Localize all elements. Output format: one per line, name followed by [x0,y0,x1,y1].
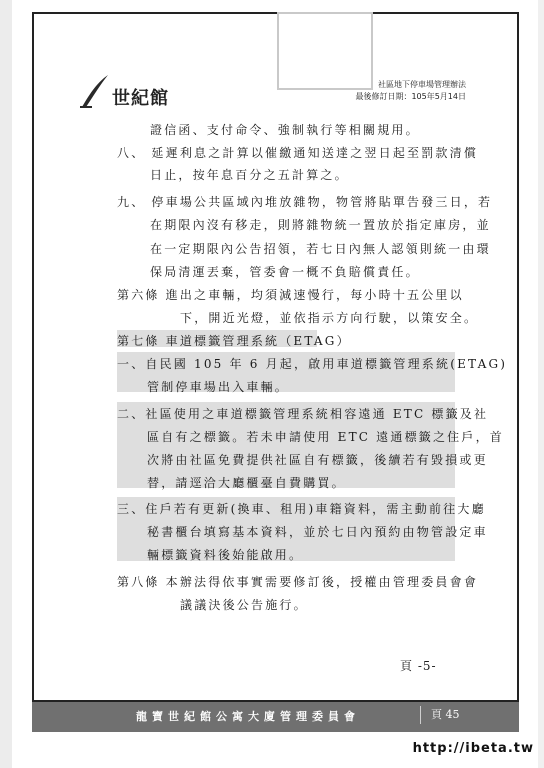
text-line: 八、 延遲利息之計算以催繳通知送達之翌日起至罰款清償 [117,146,479,160]
text-line: 在期限內沒有移走，則將雜物統一置放於指定庫房，並 [150,218,491,232]
footer-title: 龍寶世紀館公寓大廈管理委員會 [136,710,360,723]
website-watermark: http://ibeta.tw [412,741,534,756]
article7-title: 第七條 車道標籤管理系統（ETAG） [117,334,351,348]
text-line: 九、 停車場公共區域內堆放雜物，物管將貼單告發三日，若 [117,195,493,209]
logo [78,73,198,111]
logo-brand-name: 世紀館 [112,88,169,109]
scan-left-edge [0,0,12,768]
text-line: 保局清運丟棄，管委會一概不負賠償責任。 [150,265,420,279]
document-header [355,79,466,103]
text-line: 替，請逕洽大廳櫃臺自費購買。 [147,476,346,490]
text-line: 第八條 本辦法得依事實需要修訂後，授權由管理委員會會 [117,575,479,589]
text-line: 次將由社區免費提供社區自有標籤，後續若有毀損或更 [147,453,488,467]
text-line: 秘書櫃台填寫基本資料，並於七日內預約由物管設定車 [147,525,488,539]
text-line: 二、社區使用之車道標籤管理系統相容遠通 ETC 標籤及社 [117,407,489,421]
page-number: 頁 -5- [400,659,437,673]
text-line: 議議決後公告施行。 [180,598,308,612]
footer-page-number: 頁 45 [420,706,516,724]
scan-right-edge [538,0,544,768]
text-line: 證信函、支付命令、強制執行等相關規用。 [150,123,420,137]
revision-date: 最後修訂日期：105年5月14日 [355,92,466,101]
document-title: 社區地下停車場管理辦法 [378,80,466,89]
text-line: 第六條 進出之車輛，均須減速慢行，每小時十五公里以 [117,288,464,302]
text-line: 管制停車場出入車輛。 [147,380,290,394]
text-line: 三、住戶若有更新(換車、租用)車籍資料，需主動前往大廳 [117,502,486,516]
text-line: 輛標籤資料後始能啟用。 [147,548,304,562]
text-line: 在一定期限內公告招領，若七日內無人認領則統一由環 [150,242,491,256]
text-line: 區自有之標籤。若未申請使用 ETC 遠通標籤之住戶，首 [147,430,504,444]
text-line: 下，開近光燈，並依指示方向行駛，以策安全。 [180,311,479,325]
text-line: 一、自民國 105 年 6 月起，啟用車道標籤管理系統(ETAG) [117,357,508,371]
text-line: 日止，按年息百分之五計算之。 [150,168,349,182]
quill-logo-icon [78,73,110,109]
